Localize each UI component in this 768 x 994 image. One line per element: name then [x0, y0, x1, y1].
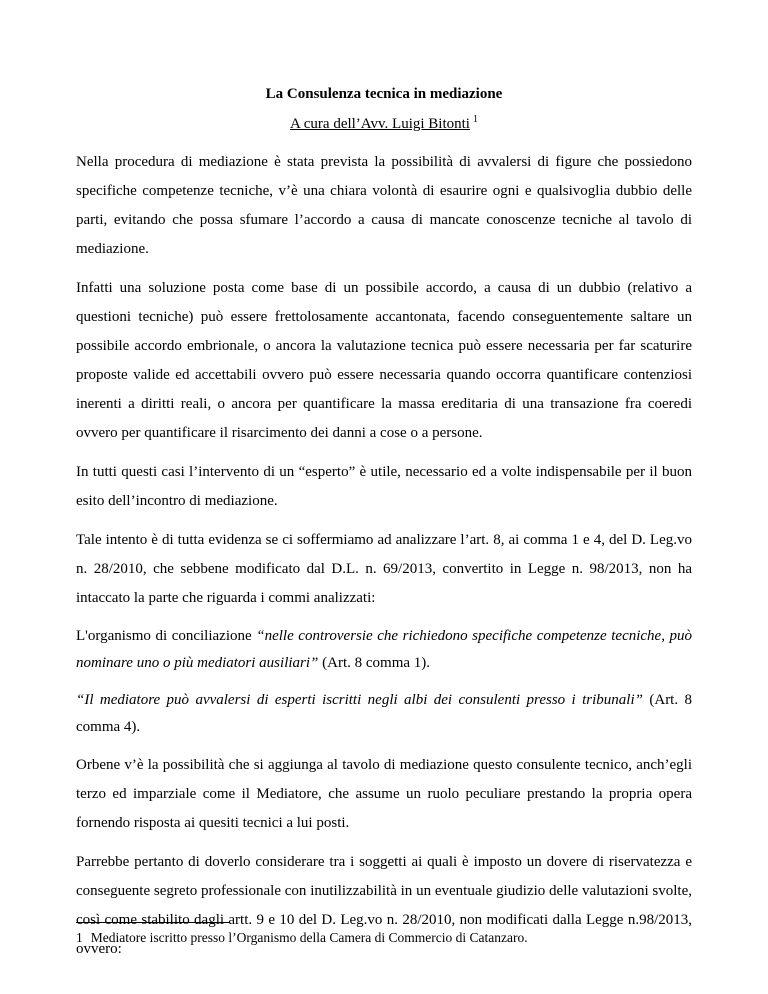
paragraph-5-reference: (Art. 8 comma 1).	[318, 655, 431, 671]
paragraph-6	[76, 687, 692, 741]
paragraph-3: In tutti questi casi l’intervento di un “esperto” è utile, necessario ed a volte indispensabile per il buon esito dell’incontro di mediazione.	[76, 464, 692, 509]
paragraph-4: Tale intento è di tutta evidenza se ci soffermiamo ad analizzare l’art. 8, ai comma 1 e 4, del D. Leg.vo n. 28/2010, che sebbene modificato dal D.L. n. 69/2013, convertito in Legge n. 98/2013, non ha intaccato la parte che riguarda i commi analizzati:	[76, 532, 692, 606]
paragraph-5	[76, 623, 692, 677]
document-title: La Consulenza tecnica in mediazione	[265, 86, 503, 102]
paragraph-1: Nella procedura di mediazione è stata prevista la possibilità di avvalersi di figure che possiedono specifiche competenze tecniche, v’è una chiara volontà di esaurire ogni e qualsivoglia dubbio delle parti, evitando che possa sfumare l’accordo a causa di mancate conoscenze tecniche al tavolo di mediazione.	[76, 154, 692, 257]
document-body	[76, 84, 692, 974]
footnote-mark: 1	[76, 930, 83, 945]
footnote-separator	[76, 922, 230, 923]
author-name: A cura dell’Avv. Luigi Bitonti	[290, 116, 470, 132]
paragraph-6-reference: (Art. 8 comma 4).	[76, 692, 692, 735]
quote-art-8-comma-1: “nelle controversie che richiedono specifiche competenze tecniche, può nominare uno o più mediatori ausiliari”	[76, 628, 693, 671]
footnote	[76, 929, 692, 947]
quote-art-8-comma-4: “Il mediatore può avvalersi di esperti iscritti negli albi dei consulenti presso i tribunali”	[76, 692, 643, 708]
footnote-text: Mediatore iscritto presso l’Organismo della Camera di Commercio di Catanzaro.	[90, 930, 528, 945]
paragraph-2: Infatti una soluzione posta come base di un possibile accordo, a causa di un dubbio (relativo a questioni tecniche) può essere frettolosamente accantonata, facendo conseguentemente saltare un possibile accordo embrionale, o ancora la valutazione tecnica può essere necessaria per far scaturire proposte valide ed accettabili ovvero può essere necessaria quando occorra quantificare contenziosi inerenti a diritti reali, o ancora per quantificare la massa ereditaria di una transazione fra coeredi ovvero per quantificare il risarcimento dei danni a cose o a persone.	[76, 280, 692, 441]
paragraph-7: Orbene v’è la possibilità che si aggiunga al tavolo di mediazione questo consulente tecnico, anch’egli terzo ed imparziale come il Mediatore, che assume un ruolo peculiare prestando la propria opera fornendo risposta ai quesiti tecnici a lui posti.	[76, 757, 692, 831]
author-line	[76, 114, 692, 134]
paragraph-8: Parrebbe pertanto di doverlo considerare tra i soggetti ai quali è imposto un dovere di riservatezza e conseguente segreto professionale con inutilizzabilità in un eventuale giudizio delle valutazioni svolte, così come stabilito dagli artt. 9 e 10 del D. Leg.vo n. 28/2010, non modificati dalla Legge n.98/2013, ovvero:	[76, 854, 692, 957]
paragraph-5-lead: L'organismo di conciliazione	[76, 628, 257, 644]
footnote-reference: 1	[472, 114, 478, 125]
